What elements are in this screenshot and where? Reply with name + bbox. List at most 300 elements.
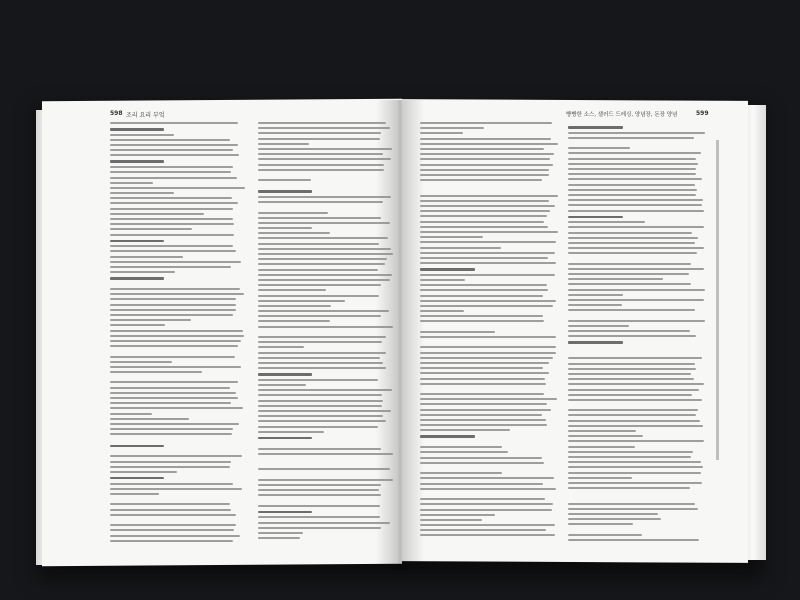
text-line <box>420 514 495 516</box>
text-line <box>110 519 245 521</box>
text-line <box>258 448 381 450</box>
text-line <box>420 200 549 202</box>
text-line <box>258 331 393 333</box>
text-line <box>258 217 381 219</box>
text-line <box>420 398 557 400</box>
text-line <box>420 221 544 223</box>
text-line <box>110 540 233 542</box>
text-line <box>568 357 702 359</box>
text-line <box>110 340 241 342</box>
text-line <box>110 208 233 210</box>
text-line <box>568 461 701 463</box>
text-line <box>110 177 237 179</box>
text-line <box>568 330 690 332</box>
text-line <box>420 268 475 271</box>
text-line <box>258 206 393 208</box>
text-line <box>568 373 691 375</box>
text-line <box>568 420 700 422</box>
text-line <box>258 196 391 198</box>
text-line <box>110 166 233 168</box>
sidebar-marker <box>716 140 719 460</box>
text-line <box>420 174 549 176</box>
text-line <box>110 122 238 124</box>
text-line <box>420 403 547 405</box>
text-line <box>258 237 388 239</box>
text-line <box>258 279 390 281</box>
text-line <box>110 423 239 425</box>
text-line <box>258 431 324 433</box>
text-line <box>258 537 300 539</box>
text-line <box>568 226 704 228</box>
text-line <box>258 346 304 348</box>
text-line <box>258 227 312 229</box>
text-line <box>258 489 379 491</box>
text-line <box>110 309 236 311</box>
text-line <box>258 158 391 160</box>
text-line <box>110 192 174 194</box>
text-line <box>568 508 698 510</box>
text-line <box>568 335 696 337</box>
text-line <box>258 468 390 470</box>
text-line <box>110 498 245 500</box>
text-line <box>110 154 239 156</box>
text-line <box>568 252 697 254</box>
text-line <box>258 379 378 381</box>
text-line <box>258 201 383 203</box>
text-line <box>420 346 556 348</box>
text-line <box>420 419 546 421</box>
text-line <box>568 189 697 191</box>
text-line <box>110 314 233 316</box>
text-line <box>110 256 183 258</box>
text-line <box>258 499 393 501</box>
text-line <box>110 223 234 225</box>
text-line <box>258 420 386 422</box>
text-line <box>258 300 345 302</box>
text-line <box>420 326 558 328</box>
text-line <box>568 268 704 270</box>
text-line <box>420 257 548 259</box>
text-line <box>568 472 701 474</box>
text-line <box>568 389 699 391</box>
text-line <box>110 171 231 173</box>
text-line <box>258 263 385 265</box>
text-line <box>568 518 661 520</box>
text-line <box>110 345 238 347</box>
text-line <box>568 320 705 322</box>
text-line <box>110 330 243 332</box>
text-line <box>568 152 701 154</box>
text-line <box>420 409 551 411</box>
text-line <box>420 210 550 212</box>
text-line <box>568 315 706 317</box>
text-line <box>258 400 383 402</box>
text-line <box>420 274 555 276</box>
text-line <box>420 467 558 469</box>
text-line <box>110 228 192 230</box>
text-line <box>258 127 390 129</box>
text-line <box>258 336 386 338</box>
text-line <box>110 524 236 526</box>
text-line <box>568 399 702 401</box>
text-line <box>420 226 548 228</box>
text-line <box>110 261 241 263</box>
text-line <box>568 466 703 468</box>
text-line <box>110 503 230 505</box>
text-line <box>420 236 483 238</box>
text-line <box>420 372 549 374</box>
text-line <box>110 250 236 252</box>
left-running-head: 조리 요리 부엌 <box>126 112 165 119</box>
text-line <box>568 299 704 301</box>
text-line <box>258 269 378 271</box>
text-line <box>110 381 238 383</box>
text-line <box>420 383 546 385</box>
text-line <box>568 194 696 196</box>
text-line <box>568 304 622 306</box>
text-line <box>568 394 692 396</box>
text-line <box>110 445 164 448</box>
text-line <box>420 305 553 307</box>
text-line <box>258 479 393 481</box>
text-line <box>568 409 698 411</box>
text-line <box>420 498 545 500</box>
text-line <box>258 410 391 412</box>
text-line <box>568 529 706 531</box>
text-line <box>258 138 380 140</box>
text-line <box>110 514 236 516</box>
text-line <box>110 288 240 290</box>
text-line <box>258 305 331 307</box>
text-line <box>568 539 699 541</box>
text-line <box>110 245 233 247</box>
text-line <box>110 160 164 163</box>
text-line <box>110 529 234 531</box>
text-line <box>420 184 558 186</box>
text-line <box>110 277 164 280</box>
text-line <box>110 213 204 215</box>
text-line <box>568 137 694 139</box>
text-line <box>110 371 202 373</box>
text-line <box>258 394 382 396</box>
text-line <box>568 204 702 206</box>
text-line <box>568 126 623 129</box>
text-line <box>420 189 558 191</box>
text-line <box>420 148 544 150</box>
text-line <box>420 388 558 390</box>
text-line <box>258 326 393 328</box>
text-line <box>110 509 231 511</box>
text-line <box>420 429 510 431</box>
text-line <box>420 357 553 359</box>
text-line <box>420 451 508 453</box>
text-line <box>568 132 705 134</box>
text-line <box>258 248 391 250</box>
right-page-number: 599 <box>696 110 709 117</box>
text-line <box>110 387 230 389</box>
text-line <box>258 132 381 134</box>
text-line <box>258 389 392 391</box>
text-line <box>258 437 312 440</box>
text-line <box>568 289 705 291</box>
text-line <box>420 503 553 505</box>
text-line <box>568 523 633 525</box>
text-line <box>258 373 312 376</box>
text-line <box>420 441 558 443</box>
text-line <box>420 315 543 317</box>
text-line <box>258 367 386 369</box>
text-line <box>420 295 543 297</box>
text-line <box>258 284 381 286</box>
text-line <box>258 190 312 193</box>
text-line <box>420 367 543 369</box>
text-line <box>258 426 378 428</box>
text-line <box>420 320 544 322</box>
text-line <box>420 378 545 380</box>
text-line <box>258 222 390 224</box>
text-line <box>110 324 165 326</box>
text-line <box>258 463 393 465</box>
text-line <box>568 221 645 223</box>
text-line <box>568 347 706 349</box>
text-line <box>110 483 233 485</box>
text-line <box>420 362 549 364</box>
text-line <box>258 212 328 214</box>
text-line <box>568 173 696 175</box>
left-page-number: 598 <box>110 110 123 117</box>
text-line <box>110 439 245 441</box>
text-line <box>258 274 392 276</box>
text-line <box>110 218 233 220</box>
text-line <box>110 350 245 352</box>
text-line <box>110 319 191 321</box>
text-line <box>420 252 555 254</box>
text-line <box>420 524 555 526</box>
text-line <box>568 363 695 365</box>
text-line <box>110 471 177 473</box>
text-line <box>110 407 243 409</box>
text-line <box>568 163 698 165</box>
text-line <box>110 356 235 358</box>
text-line <box>258 453 393 455</box>
text-line <box>420 488 556 490</box>
text-line <box>110 144 238 146</box>
right-page-column-2 <box>568 122 706 544</box>
text-line <box>420 336 556 338</box>
text-line <box>568 404 706 406</box>
text-line <box>258 315 381 317</box>
text-line <box>110 418 189 420</box>
text-line <box>258 516 380 518</box>
text-line <box>110 477 164 480</box>
text-line <box>110 493 159 495</box>
text-line <box>568 237 698 239</box>
text-line <box>110 450 245 452</box>
text-line <box>258 405 382 407</box>
text-line <box>258 164 384 166</box>
text-line <box>110 455 242 457</box>
text-line <box>568 178 702 180</box>
text-line <box>420 262 556 264</box>
text-line <box>258 505 380 507</box>
text-line <box>258 511 312 514</box>
text-line <box>110 139 230 141</box>
text-line <box>568 378 694 380</box>
text-line <box>420 284 547 286</box>
text-line <box>258 474 393 476</box>
text-line <box>258 169 384 171</box>
text-line <box>420 414 542 416</box>
text-line <box>110 271 175 273</box>
text-line <box>568 232 692 234</box>
text-line <box>568 425 703 427</box>
text-line <box>568 294 623 296</box>
text-line <box>110 402 231 404</box>
text-line <box>568 142 706 144</box>
text-line <box>258 184 393 186</box>
text-line <box>568 383 704 385</box>
text-line <box>568 435 643 437</box>
text-line <box>110 293 244 295</box>
text-line <box>420 247 501 249</box>
text-line <box>568 247 704 249</box>
text-line <box>420 158 550 160</box>
text-line <box>568 283 691 285</box>
text-line <box>568 513 658 515</box>
text-line <box>420 435 475 438</box>
text-line <box>110 128 164 131</box>
text-line <box>568 492 706 494</box>
text-line <box>568 440 704 442</box>
text-line <box>110 535 240 537</box>
text-line <box>420 331 495 333</box>
text-line <box>420 164 553 166</box>
text-line <box>420 529 546 531</box>
text-line <box>258 122 386 124</box>
text-line <box>568 309 695 311</box>
text-line <box>110 397 238 399</box>
text-line <box>258 352 386 354</box>
text-line <box>258 494 381 496</box>
text-line <box>258 384 306 386</box>
text-line <box>420 241 556 243</box>
text-line <box>110 234 234 236</box>
text-line <box>258 341 382 343</box>
text-line <box>568 258 706 260</box>
text-line <box>568 482 702 484</box>
text-line <box>568 147 630 149</box>
text-line <box>420 493 558 495</box>
text-line <box>568 278 663 280</box>
text-line <box>258 522 390 524</box>
text-line <box>420 179 542 181</box>
text-line <box>110 240 164 243</box>
text-line <box>568 199 703 201</box>
text-line <box>420 153 554 155</box>
text-line <box>568 325 629 327</box>
text-line <box>568 216 623 219</box>
text-line <box>258 484 381 486</box>
text-line <box>420 215 547 217</box>
text-line <box>110 197 232 199</box>
text-line <box>110 283 245 285</box>
text-line <box>110 366 241 368</box>
text-line <box>420 138 551 140</box>
text-line <box>420 143 558 145</box>
text-line <box>420 132 463 134</box>
text-line <box>420 310 464 312</box>
text-line <box>258 357 380 359</box>
text-line <box>568 430 636 432</box>
text-line <box>110 413 152 415</box>
text-line <box>258 527 381 529</box>
text-line <box>568 503 695 505</box>
text-line <box>420 352 556 354</box>
text-line <box>568 158 696 160</box>
text-line <box>420 483 543 485</box>
text-line <box>110 182 153 184</box>
text-line <box>258 289 326 291</box>
text-line <box>258 532 303 534</box>
left-page-column-1 <box>110 122 245 545</box>
text-line <box>258 362 383 364</box>
text-line <box>420 195 558 197</box>
text-line <box>420 534 555 536</box>
text-line <box>110 466 230 468</box>
text-line <box>258 148 392 150</box>
text-line <box>568 263 691 265</box>
text-line <box>568 477 632 479</box>
text-line <box>258 243 379 245</box>
text-line <box>110 298 236 300</box>
text-line <box>110 488 242 490</box>
text-line <box>420 231 558 233</box>
text-line <box>420 289 548 291</box>
text-line <box>420 169 549 171</box>
text-line <box>110 392 236 394</box>
text-line <box>568 414 696 416</box>
text-line <box>110 187 245 189</box>
text-line <box>110 428 233 430</box>
text-line <box>568 456 691 458</box>
text-line <box>110 461 231 463</box>
text-line <box>420 477 554 479</box>
text-line <box>258 442 393 444</box>
text-line <box>420 472 502 474</box>
text-line <box>258 143 309 145</box>
text-line <box>568 451 693 453</box>
text-line <box>420 457 542 459</box>
text-line <box>568 497 706 499</box>
text-line <box>420 424 547 426</box>
text-line <box>568 487 690 489</box>
text-line <box>258 295 379 297</box>
right-page-column-1 <box>420 122 558 540</box>
text-line <box>110 149 233 151</box>
text-line <box>420 205 555 207</box>
text-line <box>568 168 696 170</box>
text-line <box>568 210 704 212</box>
left-page-column-2 <box>258 122 393 542</box>
text-line <box>258 458 393 460</box>
text-line <box>568 341 623 344</box>
text-line <box>110 433 232 435</box>
text-line <box>420 279 465 281</box>
text-line <box>420 300 556 302</box>
text-line <box>110 266 231 268</box>
text-line <box>420 341 558 343</box>
text-line <box>258 153 383 155</box>
